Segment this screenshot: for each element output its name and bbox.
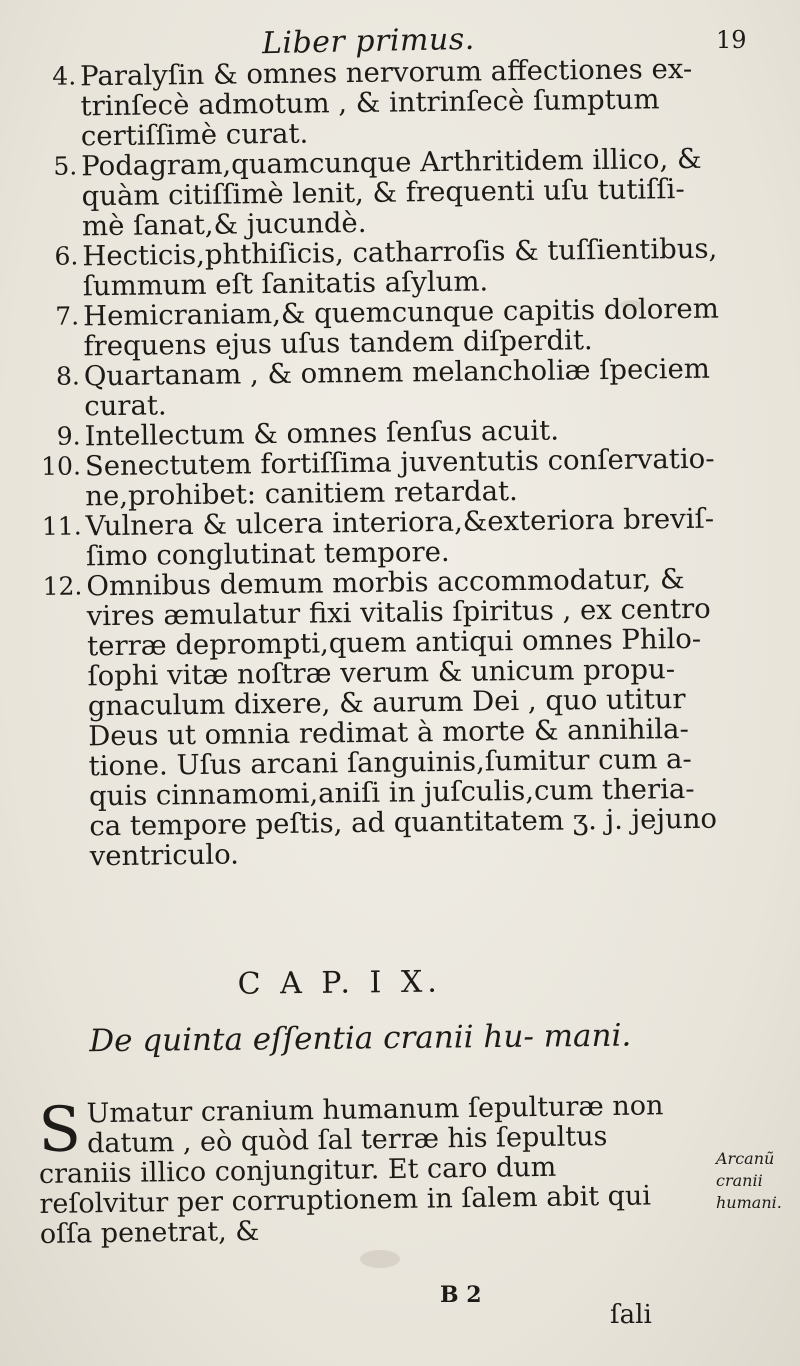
margin-note: Arcanũ cranii humani.: [716, 1149, 782, 1212]
running-head: Liber primus.: [261, 21, 476, 62]
item-text: Quartanam , & omnem melancholiæ ſpeciem curat.: [83, 352, 711, 423]
item-text: Senectutem fortiſſima juventutis conſervatio- ne,prohibet: canitiem retardat.: [84, 442, 715, 513]
item-number: 4.: [52, 61, 77, 91]
list-item: [35, 504, 726, 572]
signature-mark: B 2: [440, 1282, 482, 1308]
item-text: Hemicraniam,& quemcunque capitis dolorem frequens ejus uſus tandem diſperdit.: [82, 292, 720, 363]
list-item: [30, 54, 721, 152]
list-item: [31, 144, 722, 242]
item-number: 11.: [41, 511, 82, 541]
chapter-paragraph: [38, 1091, 680, 1250]
list-item: [34, 354, 725, 422]
item-number: 10.: [40, 451, 82, 481]
item-number: 9.: [56, 421, 81, 451]
chapter-heading-block: [0, 961, 800, 1062]
list-item: [32, 234, 723, 302]
page-number: 19: [716, 26, 747, 54]
item-text: Vulnera & ulcera interiora,&exteriora breviſ- ſimo conglutinat tempore.: [85, 502, 715, 573]
item-text: Paralyſin & omnes nervorum affectiones ex- trinſecè admotum , & intrinſecè ſumptum certiſſimè curat.: [79, 52, 693, 153]
chapter-title: De quinta eſſentia cranii hu- mani.: [89, 1017, 632, 1060]
catchword: ſali: [610, 1300, 652, 1330]
list-item: [35, 444, 726, 512]
item-number: 7.: [55, 301, 80, 331]
paper-stain: [360, 1250, 400, 1268]
list-item: [33, 294, 724, 362]
item-text: Hecticis,phthiſicis, catharroſis & tuſſientibus, ſummum eſt ſanitatis aſylum.: [82, 232, 718, 303]
numbered-list: [30, 54, 730, 872]
chapter-number: C A P. I X.: [237, 964, 442, 1002]
item-text: Intellectum & omnes ſenſus acuit.: [84, 414, 560, 453]
item-number: 12.: [42, 571, 83, 601]
chapter-body: Umatur cranium humanum ſepulturæ non datum , eò quòd ſal terræ his ſepultus craniis illico conjungitur. Et caro dum reſolvitur per corruptionem in ſalem abit qui oſſa penetrat, &: [38, 1090, 664, 1250]
item-text: Podagram,quamcunque Arthritidem illico, & quàm citiſſimè lenit, & frequenti uſu tutiſſi- mè ſanat,& jucundè.: [81, 142, 702, 243]
item-number: 6.: [54, 241, 79, 271]
list-item: [36, 564, 730, 872]
item-number: 8.: [55, 361, 81, 391]
item-number: 5.: [53, 151, 78, 181]
drop-cap: S: [37, 1092, 82, 1166]
item-text: Omnibus demum morbis accommodatur, & vires æmulatur fixi vitalis ſpiritus , ex centro terræ deprompti,quem antiqui omnes Philo- ſophi vitæ noſtræ verum & unicum propu- gnaculum dixere, & aurum Dei , quo utitur Deus ut omnia redimat à morte & annihila- tione. Uſus arcani ſanguinis,ſumitur cum a- quis cinnamomi,aniſi in juſculis,cum theria- ca tempore peſtis, ad quantitatem ʒ. j. jejuno ventriculo.: [86, 563, 718, 873]
